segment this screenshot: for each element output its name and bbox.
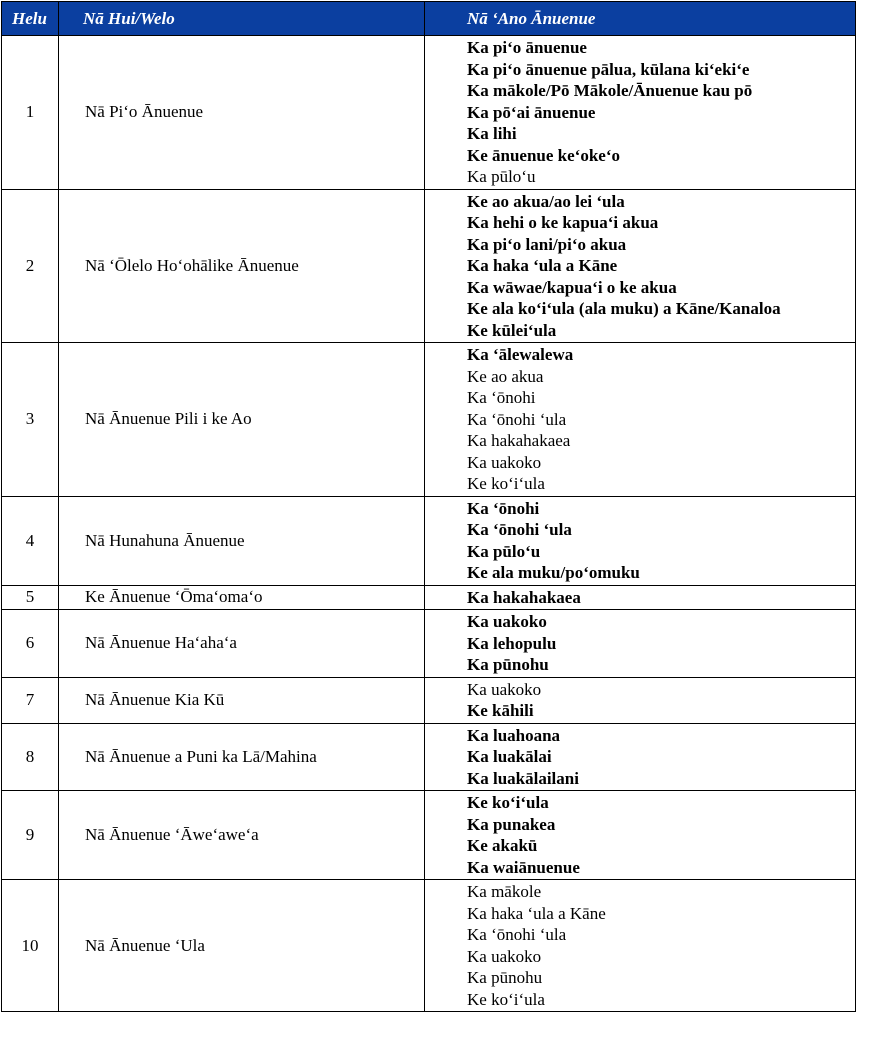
table-row bbox=[2, 677, 856, 723]
rainbow-type-item: Ke koʻiʻula bbox=[467, 989, 545, 1009]
rainbow-type-item: Ke koʻiʻula bbox=[467, 793, 549, 812]
rainbow-type-item: Ka ʻōnohi ʻula bbox=[467, 520, 572, 539]
row-number: 6 bbox=[2, 610, 59, 678]
group-name: Nā Ānuenue a Puni ka Lā/Mahina bbox=[59, 723, 425, 791]
group-name: Nā Ānuenue Haʻahaʻa bbox=[59, 610, 425, 678]
rainbow-type-item: Ka luahoana bbox=[467, 725, 561, 745]
table-row bbox=[2, 189, 856, 343]
rainbow-type-item: Ka lehopulu bbox=[467, 633, 557, 653]
rainbow-types-list bbox=[425, 880, 856, 1012]
group-name: Ke Ānuenue ʻŌmaʻomaʻo bbox=[59, 585, 425, 610]
header-types: Nā ʻAno Ānuenue bbox=[425, 2, 856, 36]
row-number: 9 bbox=[2, 791, 59, 880]
rainbow-types-list bbox=[425, 189, 856, 343]
rainbow-type-item: Ka piʻo lani/piʻo akua bbox=[467, 234, 627, 254]
rainbow-type-item: Ke ala muku/poʻomuku bbox=[467, 563, 640, 582]
rainbow-types-list bbox=[425, 585, 856, 610]
table-row bbox=[2, 343, 856, 497]
table-row bbox=[2, 723, 856, 791]
rainbow-type-item: Ke ānuenue keʻokeʻo bbox=[467, 145, 620, 165]
rainbow-type-item: Ke ao akua bbox=[467, 366, 544, 386]
rainbow-type-item: Ke koʻiʻula bbox=[467, 474, 545, 493]
rainbow-type-item: Ka waiānuenue bbox=[467, 857, 580, 877]
table-row bbox=[2, 496, 856, 585]
rainbow-types-list bbox=[425, 36, 856, 190]
group-name: Nā Ānuenue Pili i ke Ao bbox=[59, 343, 425, 497]
rainbow-type-item: Ka mākole/Pō Mākole/Ānuenue kau pō bbox=[467, 81, 753, 100]
row-number: 3 bbox=[2, 343, 59, 497]
rainbow-type-item: Ka pōʻai ānuenue bbox=[467, 102, 596, 122]
rainbow-type-item: Ka ʻōnohi bbox=[467, 498, 540, 518]
group-name: Nā Ānuenue ʻĀweʻaweʻa bbox=[59, 791, 425, 880]
rainbow-type-item: Ka piʻo ānuenue pālua, kūlana kiʻekiʻe bbox=[467, 59, 750, 79]
header-row bbox=[2, 2, 856, 36]
rainbow-type-item: Ka uakoko bbox=[467, 946, 542, 966]
rainbow-type-item: Ka ʻōnohi ʻula bbox=[467, 409, 567, 429]
rainbow-types-list bbox=[425, 723, 856, 791]
row-number: 5 bbox=[2, 585, 59, 610]
rainbow-type-item: Ka hakahakaea bbox=[467, 431, 571, 450]
rainbow-type-item: Ka pūnohu bbox=[467, 655, 549, 674]
group-name: Nā Piʻo Ānuenue bbox=[59, 36, 425, 190]
rainbow-type-item: Ka hakahakaea bbox=[467, 587, 581, 607]
rainbow-type-item: Ka haka ʻula a Kāne bbox=[467, 256, 618, 275]
table-row bbox=[2, 585, 856, 610]
rainbow-type-item: Ke akakū bbox=[467, 836, 538, 855]
rainbow-type-item: Ka uakoko bbox=[467, 612, 547, 631]
rainbow-types-list bbox=[425, 791, 856, 880]
rainbow-type-item: Ka punakea bbox=[467, 814, 556, 834]
rainbow-type-item: Ke kūleiʻula bbox=[467, 320, 557, 340]
rainbow-type-item: Ka uakoko bbox=[467, 679, 542, 699]
row-number: 2 bbox=[2, 189, 59, 343]
table-header bbox=[2, 2, 856, 36]
rainbow-type-item: Ka ʻālewalewa bbox=[467, 345, 574, 364]
rainbow-type-item: Ka luakālai bbox=[467, 747, 552, 766]
rainbow-type-item: Ka piʻo ānuenue bbox=[467, 38, 587, 57]
rainbow-types-list bbox=[425, 610, 856, 678]
row-number: 1 bbox=[2, 36, 59, 190]
rainbow-type-item: Ke kāhili bbox=[467, 701, 534, 720]
table-row bbox=[2, 36, 856, 190]
table-body bbox=[2, 36, 856, 1012]
rainbow-type-item: Ka uakoko bbox=[467, 452, 542, 472]
header-group: Nā Hui/Welo bbox=[59, 2, 425, 36]
rainbow-type-item: Ka wāwae/kapuaʻi o ke akua bbox=[467, 277, 677, 297]
table-row bbox=[2, 610, 856, 678]
rainbow-type-item: Ka hehi o ke kapuaʻi akua bbox=[467, 213, 659, 232]
rainbow-type-item: Ka mākole bbox=[467, 882, 542, 901]
rainbow-type-item: Ka lihi bbox=[467, 124, 517, 143]
rainbow-type-item: Ka pūnohu bbox=[467, 968, 543, 987]
rainbow-type-item: Ka ʻōnohi bbox=[467, 388, 536, 407]
rainbow-type-item: Ka haka ʻula a Kāne bbox=[467, 903, 606, 923]
rainbow-type-item: Ke ao akua/ao lei ʻula bbox=[467, 191, 625, 211]
header-number: Helu bbox=[2, 2, 59, 36]
table-row bbox=[2, 880, 856, 1012]
group-name: Nā Ānuenue Kia Kū bbox=[59, 677, 425, 723]
rainbow-type-item: Ka pūloʻu bbox=[467, 167, 536, 186]
rainbow-types-list bbox=[425, 677, 856, 723]
row-number: 8 bbox=[2, 723, 59, 791]
rainbow-types-list bbox=[425, 343, 856, 497]
row-number: 10 bbox=[2, 880, 59, 1012]
rainbow-type-item: Ka pūloʻu bbox=[467, 541, 541, 561]
rainbow-type-item: Ke ala koʻiʻula (ala muku) a Kāne/Kanaloa bbox=[467, 299, 781, 318]
rainbow-type-item: Ka luakālailani bbox=[467, 768, 579, 788]
group-name: Nā Hunahuna Ānuenue bbox=[59, 496, 425, 585]
row-number: 7 bbox=[2, 677, 59, 723]
table-row bbox=[2, 791, 856, 880]
rainbow-type-item: Ka ʻōnohi ʻula bbox=[467, 925, 567, 944]
group-name: Nā Ānuenue ʻUla bbox=[59, 880, 425, 1012]
rainbow-types-list bbox=[425, 496, 856, 585]
row-number: 4 bbox=[2, 496, 59, 585]
group-name: Nā ʻŌlelo Hoʻohālike Ānuenue bbox=[59, 189, 425, 343]
rainbow-types-table bbox=[1, 1, 856, 1012]
